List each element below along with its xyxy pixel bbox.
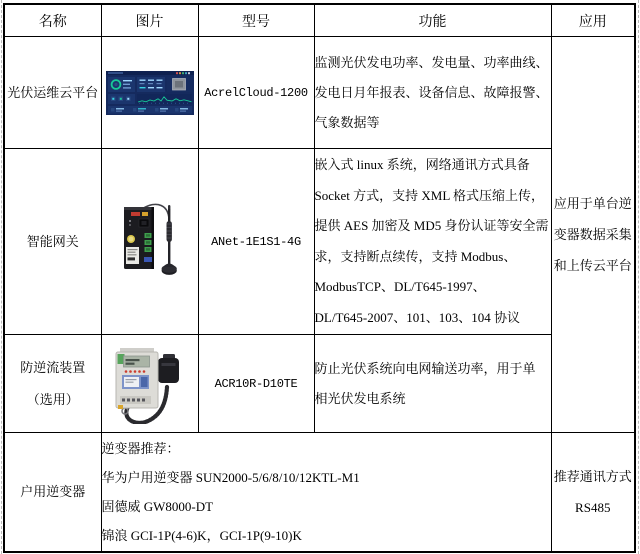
table-row-cloud-platform bbox=[4, 37, 635, 149]
product-function bbox=[314, 149, 551, 335]
col-header-function: 功能 bbox=[314, 4, 551, 37]
product-model: AcrelCloud-1200 bbox=[198, 37, 314, 149]
text-line: 防逆流装置 bbox=[20, 359, 86, 375]
header-row bbox=[4, 4, 635, 37]
product-name: 户用逆变器 bbox=[4, 433, 101, 552]
product-image-cell bbox=[101, 335, 198, 433]
col-header-model: 型号 bbox=[198, 4, 314, 37]
product-name bbox=[4, 335, 101, 433]
product-spec-table bbox=[3, 3, 636, 553]
product-model: ACR10R-D10TE bbox=[198, 335, 314, 433]
text-line: 应用于单台逆 bbox=[553, 196, 632, 211]
text-line: 防止光伏系统向电网输送功率，用于单 bbox=[314, 360, 536, 376]
table-row-smart-gateway bbox=[4, 149, 635, 335]
text-line: 和上传云平台 bbox=[553, 258, 632, 273]
text-line: 固德威 GW8000-DT bbox=[101, 498, 214, 514]
product-name: 光伏运维云平台 bbox=[4, 37, 101, 149]
inverter-recommendation-cell bbox=[101, 433, 551, 552]
text-line: 嵌入式 linux 系统，网络通讯方式具备 bbox=[314, 157, 530, 172]
text-line: 锦浪 GCI-1P(4-6)K，GCI-1P(9-10)K bbox=[101, 527, 302, 543]
application-cell bbox=[551, 433, 635, 552]
col-header-name: 名称 bbox=[4, 4, 101, 37]
application-merged-cell bbox=[551, 37, 635, 433]
text-line: ModbusTCP、DL/T645-1997、 bbox=[314, 279, 486, 294]
text-line: 相光伏发电系统 bbox=[314, 390, 406, 406]
table-row-anti-backflow bbox=[4, 335, 635, 433]
text-line: RS485 bbox=[575, 499, 611, 515]
text-line: Socket 方式，支持 XML 格式压缩上传， bbox=[314, 187, 545, 203]
col-header-picture: 图片 bbox=[101, 4, 198, 37]
anet-gateway-image bbox=[118, 197, 182, 287]
text-line: 推荐通讯方式 bbox=[553, 468, 632, 484]
table-row-household-inverter bbox=[4, 433, 635, 552]
page-boundary-left bbox=[1, 0, 2, 554]
text-line: 逆变器推荐： bbox=[101, 440, 180, 456]
text-line: 发电日月年报表、设备信息、故障报警、 bbox=[314, 84, 549, 100]
text-line: （选用） bbox=[26, 391, 79, 407]
product-name: 智能网关 bbox=[4, 149, 101, 335]
text-line: 变器数据采集 bbox=[553, 227, 632, 242]
acrelcloud-dashboard-image bbox=[106, 71, 194, 115]
acr10r-meter-image bbox=[110, 344, 190, 424]
product-function bbox=[314, 37, 551, 149]
page-boundary-right bbox=[638, 0, 639, 554]
product-model: ANet-1E1S1-4G bbox=[198, 149, 314, 335]
col-header-application: 应用 bbox=[551, 4, 635, 37]
product-image-cell bbox=[101, 149, 198, 335]
text-line: 提供 AES 加密及 MD5 身份认证等安全需 bbox=[314, 218, 549, 233]
text-line: 求，支持断点续传，支持 Modbus、 bbox=[314, 248, 517, 264]
text-line: DL/T645-2007、101、103、104 协议 bbox=[314, 309, 520, 325]
text-line: 气象数据等 bbox=[314, 114, 380, 130]
product-function bbox=[314, 335, 551, 433]
text-line: 华为户用逆变器 SUN2000-5/6/8/10/12KTL-M1 bbox=[101, 469, 360, 485]
text-line: 监测光伏发电功率、发电量、功率曲线、 bbox=[314, 54, 549, 70]
product-image-cell bbox=[101, 37, 198, 149]
